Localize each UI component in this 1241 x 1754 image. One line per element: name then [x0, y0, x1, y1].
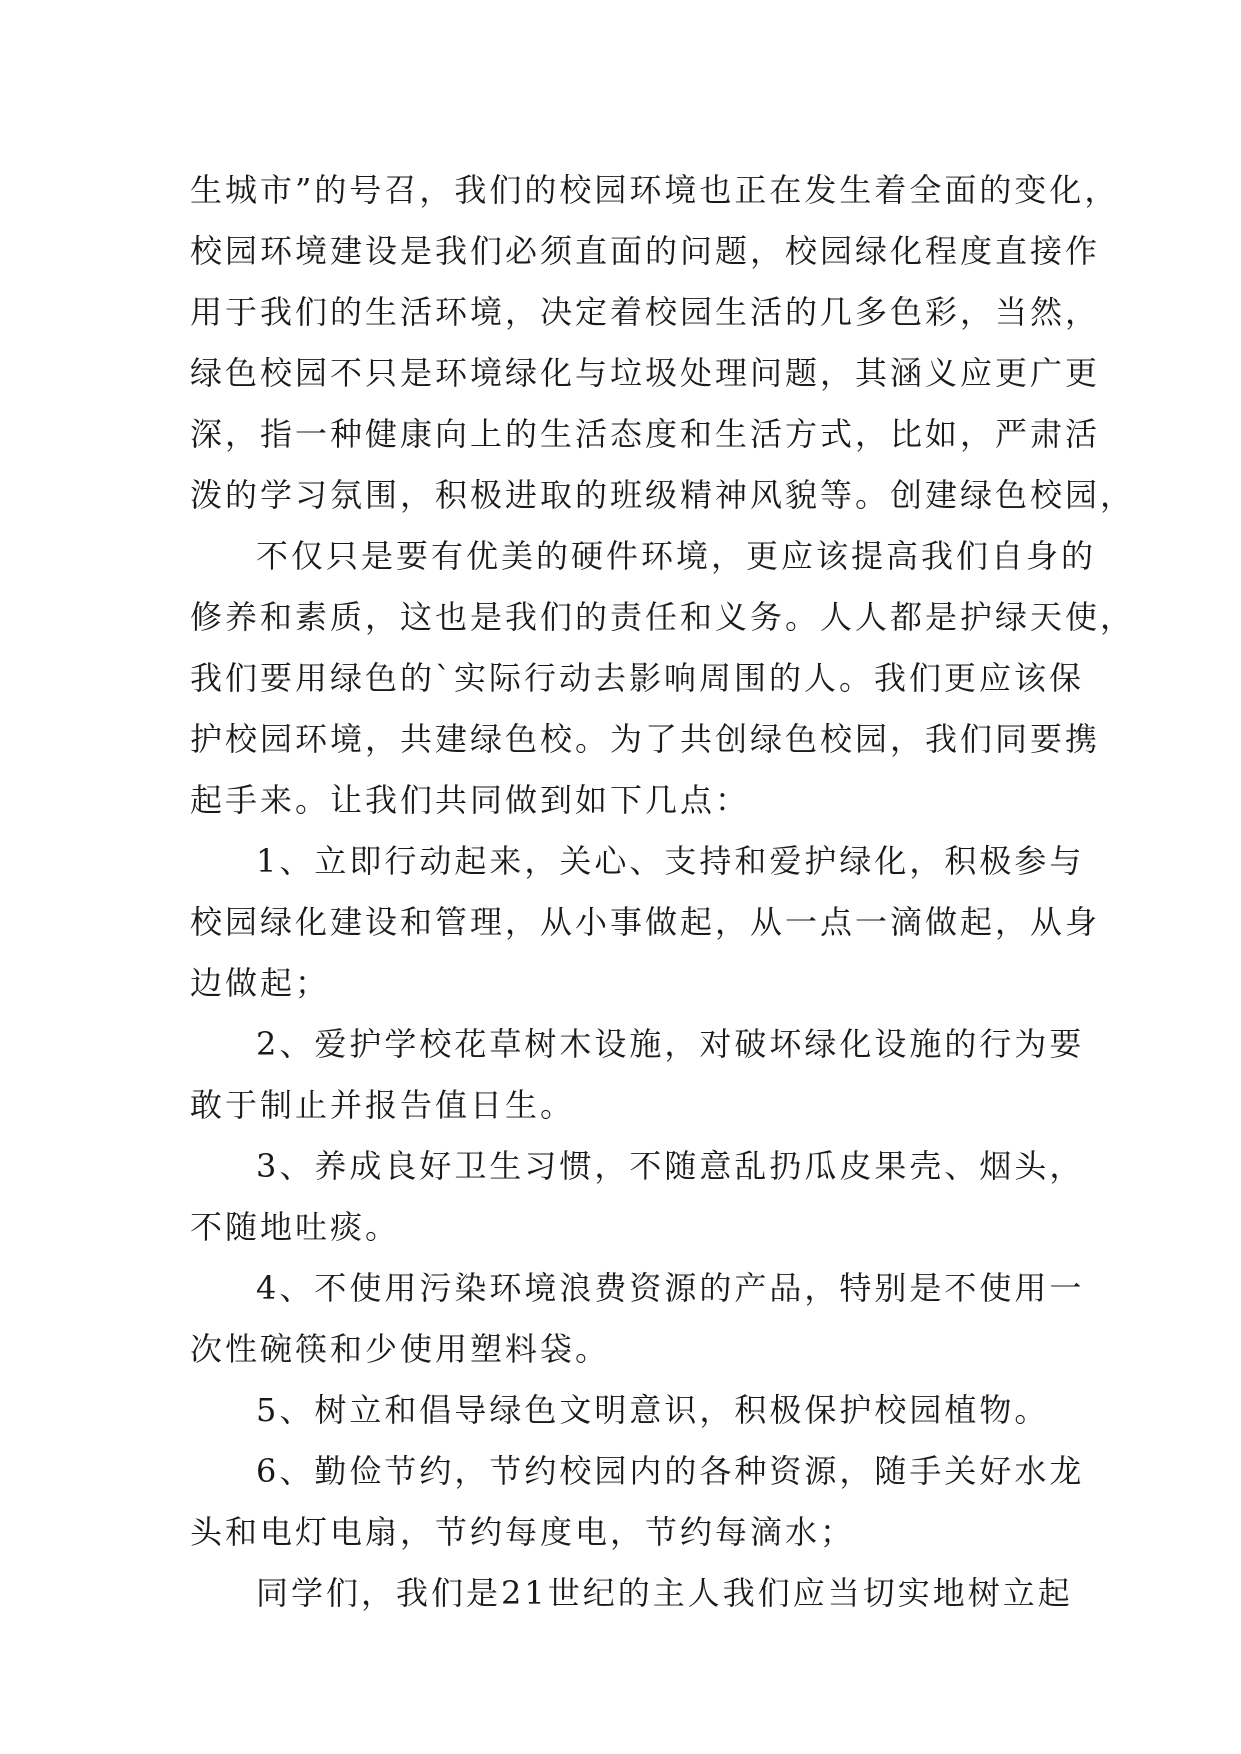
- text-line: 校园环境建设是我们必须直面的问题，校园绿化程度直接作: [190, 232, 1101, 270]
- text-line: 我们要用绿色的`实际行动去影响周围的人。我们更应该保: [190, 659, 1085, 697]
- text-line: 护校园环境，共建绿色校。为了共创绿色校园，我们同要携: [190, 720, 1101, 758]
- text-line: 校园绿化建设和管理，从小事做起，从一点一滴做起，从身: [190, 903, 1101, 941]
- text-line: 深，指一种健康向上的生活态度和生活方式，比如，严肃活: [190, 415, 1101, 453]
- text-line: 2、爱护学校花草树木设施，对破坏绿化设施的行为要: [256, 1025, 1085, 1063]
- text-line: 不仅只是要有优美的硬件环境，更应该提高我们自身的: [256, 537, 1097, 575]
- text-line: 生城市”的号召，我们的校园环境也正在发生着全面的变化，: [190, 171, 1120, 209]
- document-body: [190, 160, 1136, 1624]
- text-line: 敢于制止并报告值日生。: [190, 1086, 576, 1124]
- text-line: 1、立即行动起来，关心、支持和爱护绿化，积极参与: [256, 842, 1085, 880]
- text-line: 泼的学习氛围，积极进取的班级精神风貌等。创建绿色校园，: [190, 476, 1136, 514]
- text-line: 不随地吐痰。: [190, 1208, 401, 1246]
- text-line: 次性碗筷和少使用塑料袋。: [190, 1330, 611, 1368]
- text-line: 绿色校园不只是环境绿化与垃圾处理问题，其涵义应更广更: [190, 354, 1101, 392]
- text-line: 起手来。让我们共同做到如下几点：: [190, 781, 751, 819]
- text-line: 同学们，我们是21世纪的主人我们应当切实地树立起: [256, 1574, 1073, 1612]
- text-line: 5、树立和倡导绿色文明意识，积极保护校园植物。: [256, 1391, 1050, 1429]
- text-line: 3、养成良好卫生习惯，不随意乱扔瓜皮果壳、烟头，: [256, 1147, 1085, 1185]
- text-line: 4、不使用污染环境浪费资源的产品，特别是不使用一: [256, 1269, 1085, 1307]
- text-line: 6、勤俭节约，节约校园内的各种资源，随手关好水龙: [256, 1452, 1085, 1490]
- text-line: 修养和素质，这也是我们的责任和义务。人人都是护绿天使，: [190, 598, 1136, 636]
- text-line: 边做起；: [190, 964, 331, 1002]
- text-line: 用于我们的生活环境，决定着校园生活的几多色彩，当然，: [190, 293, 1101, 331]
- text-line: 头和电灯电扇，节约每度电，节约每滴水；: [190, 1513, 856, 1551]
